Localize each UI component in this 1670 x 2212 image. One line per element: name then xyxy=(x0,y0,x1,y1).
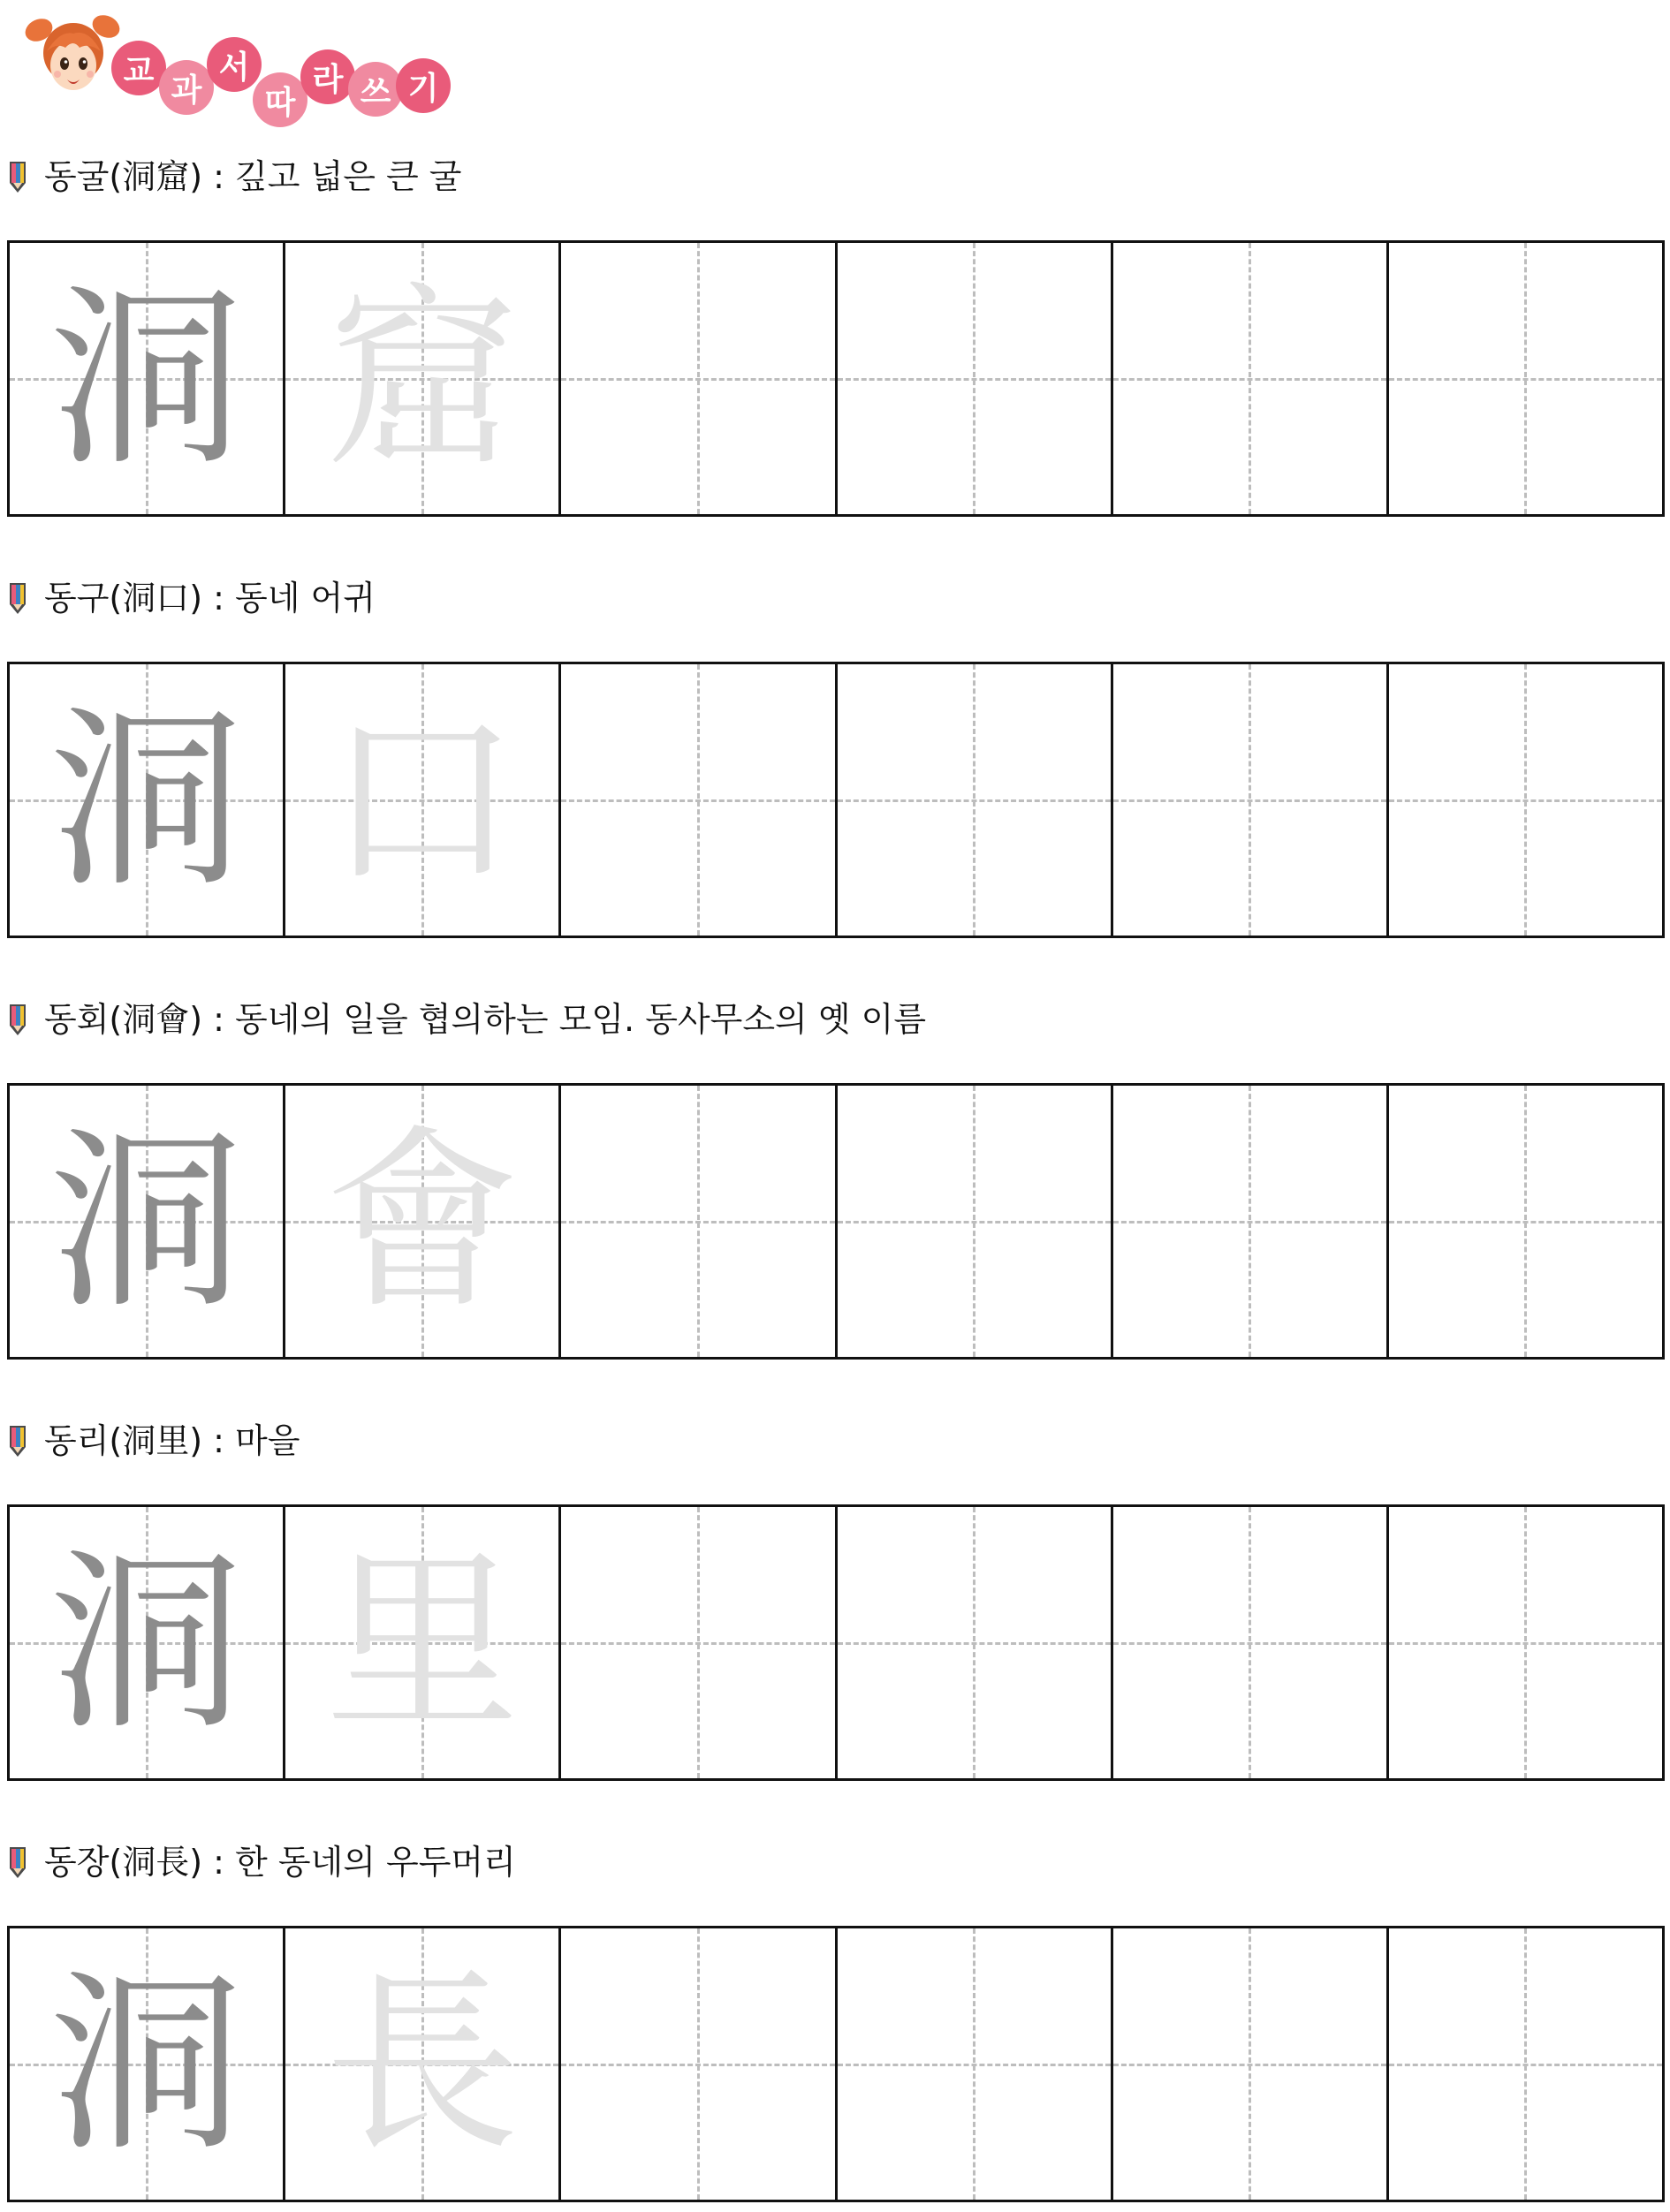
entry-title: 동구(洞口) : 동네 어귀 xyxy=(44,579,376,617)
grid-cell[interactable] xyxy=(1389,664,1662,936)
grid-cell[interactable] xyxy=(1113,664,1389,936)
grid-cell[interactable] xyxy=(561,243,837,514)
writing-grid xyxy=(7,662,1665,938)
grid-cell[interactable] xyxy=(838,664,1113,936)
model-character: 洞 xyxy=(49,1108,244,1335)
grid-cell[interactable] xyxy=(1389,1507,1662,1778)
pencil-icon xyxy=(7,1845,28,1879)
entry-title: 동굴(洞窟) : 깊고 넓은 큰 굴 xyxy=(44,157,462,196)
title-badge: 과 xyxy=(159,60,214,115)
grid-cell xyxy=(10,1086,285,1357)
grid-cell xyxy=(285,1928,561,2200)
trace-character: 長 xyxy=(324,1951,520,2178)
grid-cell xyxy=(10,1507,285,1778)
pencil-icon xyxy=(7,160,28,193)
writing-grid xyxy=(7,1926,1665,2202)
page-header xyxy=(25,7,484,120)
grid-cell xyxy=(10,243,285,514)
title-badge: 쓰 xyxy=(348,62,403,117)
grid-cell[interactable] xyxy=(561,664,837,936)
pencil-icon xyxy=(7,1003,28,1036)
title-badge: 서 xyxy=(207,37,262,92)
entry-title: 동장(洞長) : 한 동네의 우두머리 xyxy=(44,1843,516,1882)
trace-character: 口 xyxy=(324,686,520,913)
model-character: 洞 xyxy=(49,1951,244,2178)
entry-title-row xyxy=(7,1420,300,1462)
writing-grid xyxy=(7,1083,1665,1360)
pencil-icon xyxy=(7,581,28,615)
grid-cell[interactable] xyxy=(838,1086,1113,1357)
title-badge: 따 xyxy=(253,72,307,127)
entry-title: 동리(洞里) : 마을 xyxy=(44,1421,300,1460)
entry-title-row xyxy=(7,998,926,1041)
trace-character: 會 xyxy=(324,1108,520,1335)
grid-cell[interactable] xyxy=(1389,243,1662,514)
grid-cell xyxy=(10,664,285,936)
writing-grid xyxy=(7,240,1665,517)
trace-character: 窟 xyxy=(324,265,520,492)
grid-cell[interactable] xyxy=(838,1928,1113,2200)
grid-cell[interactable] xyxy=(1389,1086,1662,1357)
grid-cell xyxy=(285,1507,561,1778)
entry-title-row xyxy=(7,155,462,198)
entry-title-row xyxy=(7,1841,516,1883)
grid-cell[interactable] xyxy=(1113,1928,1389,2200)
trace-character: 里 xyxy=(324,1529,520,1756)
model-character: 洞 xyxy=(49,686,244,913)
pencil-icon xyxy=(7,1424,28,1458)
grid-cell[interactable] xyxy=(561,1507,837,1778)
entry-title: 동회(洞會) : 동네의 일을 협의하는 모임. 동사무소의 옛 이름 xyxy=(44,1000,927,1039)
grid-cell[interactable] xyxy=(1113,243,1389,514)
writing-grid xyxy=(7,1504,1665,1781)
title-badge: 기 xyxy=(396,58,451,113)
grid-cell xyxy=(10,1928,285,2200)
grid-cell xyxy=(285,1086,561,1357)
title-badge: 라 xyxy=(300,49,355,104)
grid-cell[interactable] xyxy=(1113,1507,1389,1778)
model-character: 洞 xyxy=(49,1529,244,1756)
grid-cell[interactable] xyxy=(838,1507,1113,1778)
grid-cell[interactable] xyxy=(561,1928,837,2200)
grid-cell[interactable] xyxy=(1389,1928,1662,2200)
mascot-girl-icon xyxy=(25,7,122,104)
grid-cell xyxy=(285,243,561,514)
model-character: 洞 xyxy=(49,265,244,492)
title-badge: 교 xyxy=(111,41,166,95)
entry-title-row xyxy=(7,577,376,619)
grid-cell[interactable] xyxy=(838,243,1113,514)
grid-cell xyxy=(285,664,561,936)
grid-cell[interactable] xyxy=(561,1086,837,1357)
grid-cell[interactable] xyxy=(1113,1086,1389,1357)
